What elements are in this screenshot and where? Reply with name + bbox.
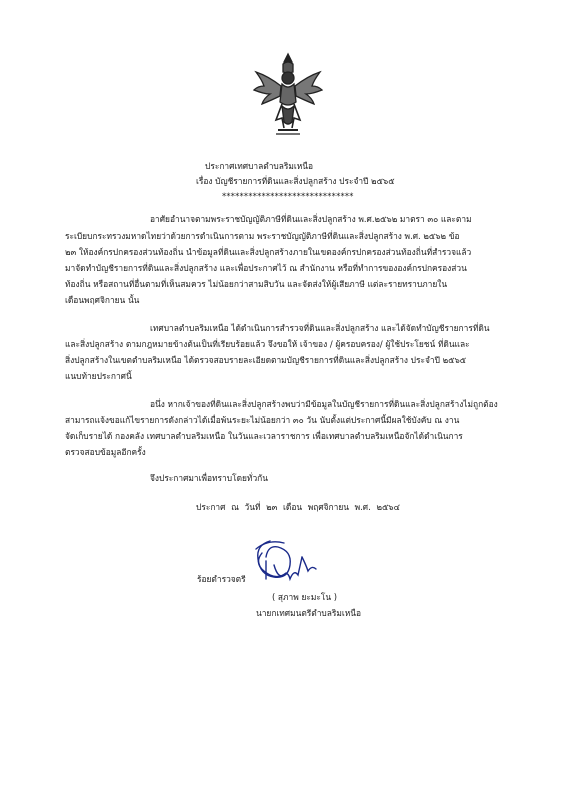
paragraph-1-line: อาศัยอำนาจตามพระราชบัญญัติภาษีที่ดินและสิ่งปลูกสร้าง พ.ศ.๒๕๖๒ มาตรา ๓๐ และตาม [150,214,472,224]
paragraph-3-line: สามารถแจ้งขอแก้ไขรายการดังกล่าวได้เมื่อพ้นระยะไม่น้อยกว่า ๓๐ วัน นับตั้งแต่ประกาศนี้มีผลใช้บังคับ ณ งาน [65,415,460,425]
signer-rank: ร้อยตำรวจตรี [197,574,246,584]
paragraph-1-line: ๒๓ ให้องค์กรปกครองส่วนท้องถิ่น นำข้อมูลที่ดินและสิ่งปลูกสร้างภายในเขตองค์กรปกครองส่วนท้องถิ่นที่สำรวจแล้ว [65,247,472,257]
title-separator: ****************************** [222,191,354,201]
announcement-subject: เรื่อง บัญชีรายการที่ดินและสิ่งปลูกสร้าง ประจำปี ๒๕๖๕ [196,176,395,186]
garuda-emblem-icon [252,50,324,140]
paragraph-2-line: เทศบาลตำบลริมเหนือ ได้ดำเนินการสำรวจที่ดินและสิ่งปลูกสร้าง และได้จัดทำบัญชีรายการที่ดิน [150,323,490,333]
closing-statement: จึงประกาศมาเพื่อทราบโดยทั่วกัน [150,473,268,483]
announcement-date: ประกาศ ณ วันที่ ๒๓ เดือน พฤศจิกายน พ.ศ. ๒๕๖๔ [196,502,400,512]
signer-position: นายกเทศมนตรีตำบลริมเหนือ [256,608,362,618]
signer-name: ( สุภาพ ยะมะโน ) [272,592,338,602]
paragraph-2-line: และสิ่งปลูกสร้าง ตามกฎหมายข้างต้นเป็นที่เรียบร้อยแล้ว จึงขอให้ เจ้าของ / ผู้ครอบครอง/ ผู้ใช้ประโยชน์ ที่ดินและ [65,339,470,349]
announcement-title: ประกาศเทศบาลตำบลริมเหนือ [205,161,313,171]
handwritten-signature [248,535,318,590]
paragraph-1-line: ระเบียบกระทรวงมหาดไทยว่าด้วยการดำเนินการตาม พระราชบัญญัติภาษีที่ดินและสิ่งปลูกสร้าง พ.ศ. ๒๕๖๒ ข้อ [65,231,460,241]
paragraph-3-line: อนึ่ง หากเจ้าของที่ดินและสิ่งปลูกสร้างพบว่ามีข้อมูลในบัญชีรายการที่ดินและสิ่งปลูกสร้างไม่ถูกต้อง [150,399,498,409]
paragraph-1-line: ท้องถิ่น หรือสถานที่อื่นตามที่เห็นสมควร ไม่น้อยกว่าสามสิบวัน และจัดส่งให้ผู้เสียภาษี แต่ละรายทราบภายใน [65,279,448,289]
paragraph-3-line: ตรวจสอบข้อมูลอีกครั้ง [65,447,146,457]
paragraph-3-line: จัดเก็บรายได้ กองคลัง เทศบาลตำบลริมเหนือ ในวันและเวลาราชการ เพื่อเทศบาลตำบลริมเหนือจักได้ดำเนินการ [65,431,463,441]
paragraph-1-line: เดือนพฤศจิกายน นั้น [65,295,140,305]
paragraph-1-line: มาจัดทำบัญชีรายการที่ดินและสิ่งปลูกสร้าง และเพื่อประกาศไว้ ณ สำนักงาน หรือที่ทำการขององค์กรปกครองส่วน [65,263,467,273]
paragraph-2-line: แนบท้ายประกาศนี้ [65,371,132,381]
paragraph-2-line: สิ่งปลูกสร้างในเขตตำบลริมเหนือ ได้ตรวจสอบรายละเอียดตามบัญชีรายการที่ดินและสิ่งปลูกสร้าง ประจำปี ๒๕๖๕ [65,355,467,365]
